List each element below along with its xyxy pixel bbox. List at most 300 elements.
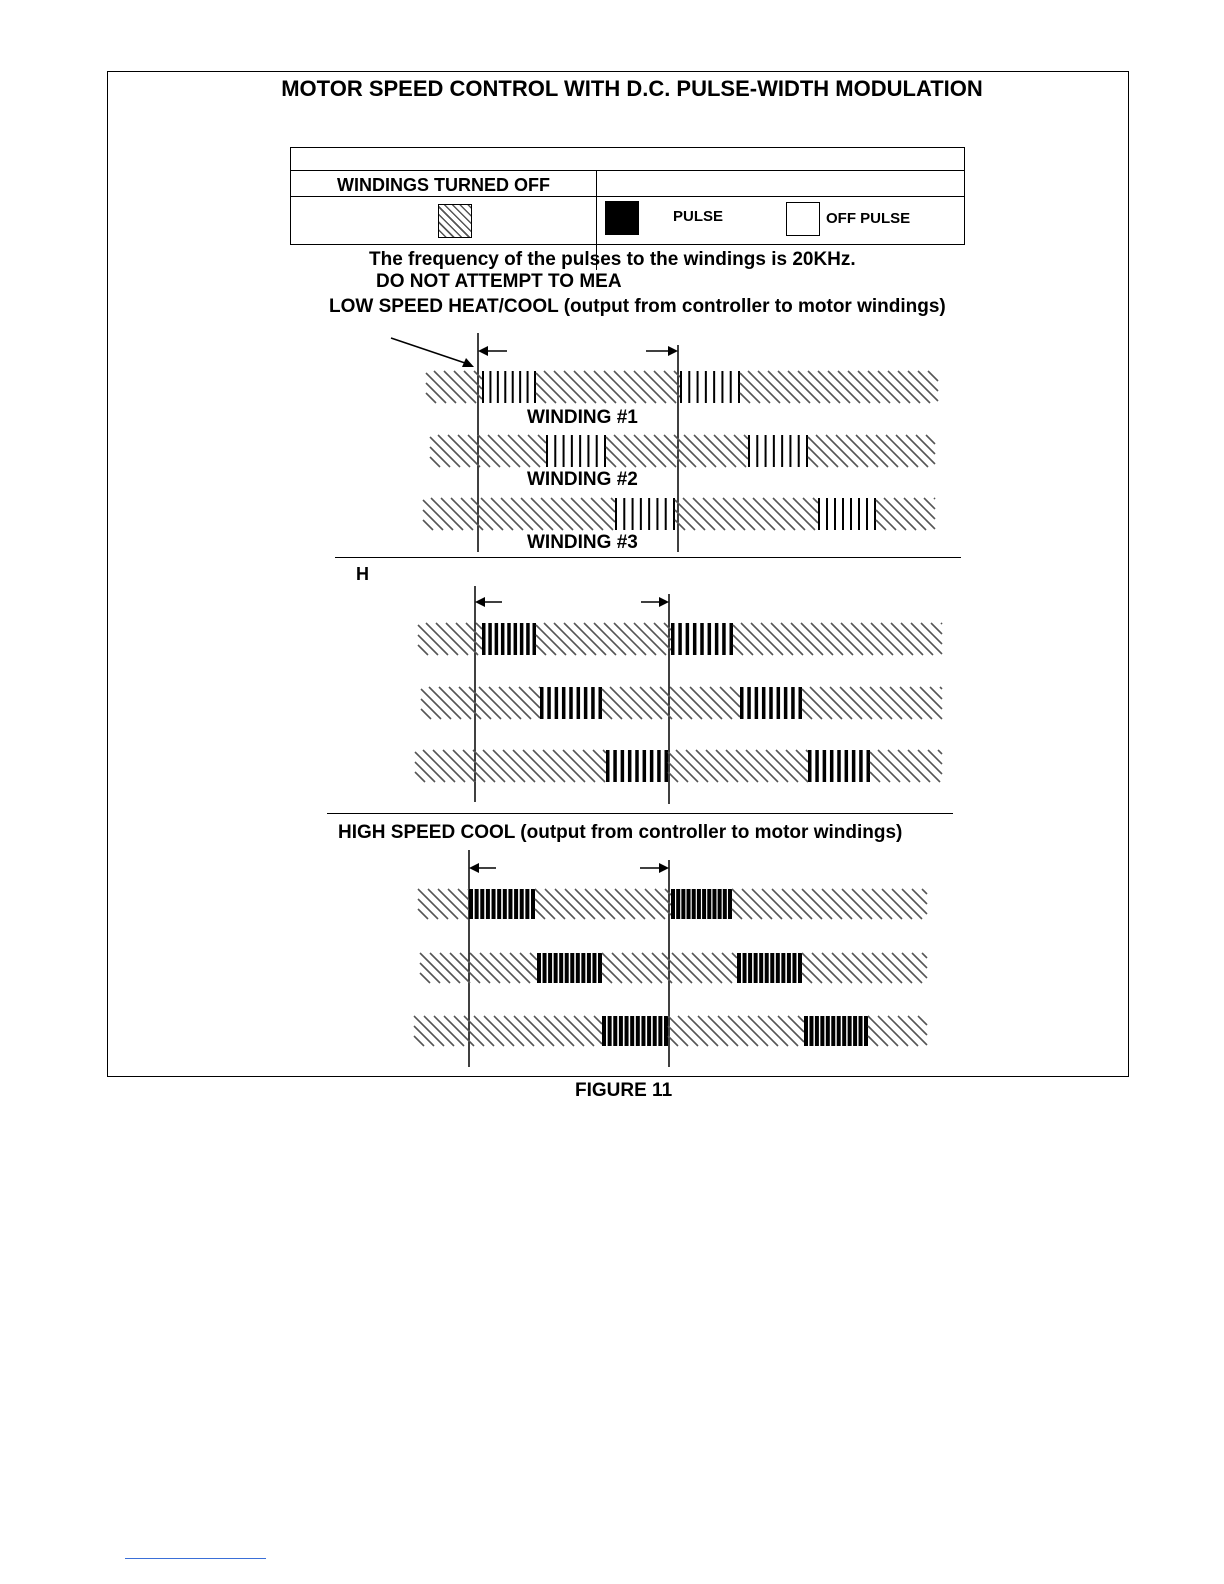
hatch-stroke (828, 371, 860, 403)
pulse-bar (554, 953, 558, 983)
hatch-stroke (461, 498, 493, 530)
low-winding-3-off-0 (423, 498, 615, 530)
hatch-stroke (890, 687, 922, 719)
hatch-stroke (466, 623, 482, 639)
pulse-bar (658, 1016, 662, 1046)
hatch-stroke (533, 750, 565, 782)
hatch-stroke (886, 435, 918, 467)
pulse-bar (737, 953, 741, 983)
pulse-bar (641, 1016, 645, 1046)
hatch-stroke (584, 623, 616, 655)
pulse-bar (584, 687, 588, 719)
high-winding-2-off-end (802, 953, 927, 983)
pulse-bar (507, 623, 511, 655)
pulse-bar (665, 750, 669, 782)
hatch-stroke (431, 498, 463, 530)
pulse-bar (842, 1016, 846, 1046)
hatch-stroke (730, 687, 740, 697)
hatch-stroke (634, 623, 666, 655)
hatch-stroke (418, 899, 438, 919)
hatch-stroke (508, 435, 540, 467)
pulse-bar (721, 371, 723, 403)
pulse-bar (623, 498, 625, 530)
hatch-stroke (606, 457, 616, 467)
pulse-bar (820, 1016, 824, 1046)
high-winding-2-pulse-1 (737, 953, 802, 983)
hatch-stroke (732, 899, 752, 919)
pulse-bar (613, 1016, 617, 1046)
hatch-stroke (531, 498, 563, 530)
pulse-bar (469, 889, 473, 919)
hatch-stroke (900, 687, 932, 719)
hatch-stroke (611, 498, 615, 502)
hatch-stroke (448, 435, 480, 467)
hatch-stroke (591, 498, 615, 522)
hatch-stroke (684, 435, 716, 467)
hatch-stroke (614, 371, 646, 403)
hatch-stroke (660, 687, 692, 719)
low-winding-2-pulse-1 (748, 435, 808, 467)
pulse-bar (486, 889, 490, 919)
hatch-stroke (606, 447, 626, 467)
hatch-stroke (535, 909, 545, 919)
pulse-bar (576, 953, 580, 983)
hatch-stroke (481, 498, 513, 530)
hatch-stroke (776, 750, 808, 782)
hatch-stroke (430, 457, 440, 467)
pulse-bar (743, 953, 747, 983)
hatch-stroke (670, 687, 702, 719)
pulse-bar (715, 623, 719, 655)
hatch-stroke (418, 909, 428, 919)
pulse-bar (664, 1016, 668, 1046)
pulse-bar (815, 1016, 819, 1046)
hatch-stroke (751, 623, 783, 655)
pulse-bar (708, 623, 712, 655)
hatch-stroke (594, 371, 626, 403)
hatch-stroke (426, 383, 446, 403)
mid-winding-1-off-1 (536, 623, 671, 655)
hatch-stroke (922, 889, 927, 894)
hatch-stroke (536, 383, 556, 403)
hatch-stroke (654, 435, 686, 467)
hatch-stroke (871, 623, 903, 655)
pulse-bar (867, 750, 871, 782)
hatch-stroke (584, 1016, 602, 1034)
hatch-stroke (511, 498, 543, 530)
hatch-stroke (896, 435, 928, 467)
pulse-bar (615, 498, 617, 530)
hatch-stroke (453, 750, 485, 782)
pulse-bar (765, 953, 769, 983)
pulse-bar (722, 623, 726, 655)
hatch-stroke (458, 435, 490, 467)
pulse-bar (676, 889, 680, 919)
hatch-stroke (830, 687, 862, 719)
pulse-bar (713, 371, 715, 403)
pulse-bar (826, 1016, 830, 1046)
pulse-bar (815, 750, 819, 782)
pulse-bar (492, 889, 496, 919)
pulse-bar (543, 953, 547, 983)
pulse-bar (555, 687, 559, 719)
low-winding-3-pulse-1 (818, 498, 876, 530)
hatch-stroke (848, 371, 880, 403)
hatch-stroke (716, 750, 748, 782)
hatch-stroke (878, 371, 910, 403)
pulse-bar (653, 1016, 657, 1046)
pulse-bar (546, 435, 548, 467)
hatch-stroke (808, 371, 840, 403)
low-speed-title: LOW SPEED HEAT/COOL (output from controller to motor windings) (329, 296, 946, 317)
hatch-stroke (519, 687, 540, 708)
hatch-stroke (756, 750, 788, 782)
pulse-bar (678, 623, 682, 655)
pulse-bar (787, 953, 791, 983)
hatch-stroke (583, 750, 606, 773)
hatch-stroke (810, 687, 842, 719)
hatch-stroke (786, 750, 808, 772)
high-arrow-left-head (469, 863, 479, 873)
hatch-stroke (680, 687, 712, 719)
hatch-stroke (448, 889, 469, 910)
hatch-stroke (446, 623, 478, 655)
hatch-stroke (876, 510, 896, 530)
hatch-stroke (713, 498, 745, 530)
pulse-bar (697, 889, 701, 919)
high-winding-3-off-0 (414, 1016, 602, 1046)
pulse-bar (671, 889, 675, 919)
hatch-stroke (694, 435, 726, 467)
hatch-stroke (736, 750, 768, 782)
pulse-bar (798, 435, 800, 467)
mid-winding-2-pulse-0 (540, 687, 602, 719)
winding-1-label: WINDING #1 (527, 407, 638, 428)
pulse-bar (738, 371, 740, 403)
hatch-stroke (922, 953, 927, 958)
hatch-stroke (664, 435, 696, 467)
pulse-bar (859, 1016, 863, 1046)
pulse-bar (671, 623, 675, 655)
pulse-bar (799, 687, 803, 719)
pulse-bar (503, 889, 507, 919)
pulse-bar (636, 1016, 640, 1046)
hatch-stroke (561, 498, 593, 530)
pulse-bar (740, 687, 744, 719)
hatch-stroke (551, 498, 583, 530)
pulse-bar (730, 623, 734, 655)
hatch-stroke (856, 435, 888, 467)
hatch-stroke (836, 435, 868, 467)
frequency-note: The frequency of the pulses to the windings is 20KHz. (369, 249, 856, 270)
pulse-bar (765, 435, 767, 467)
hatch-stroke (908, 750, 940, 782)
hatch-stroke (426, 393, 436, 403)
hatch-stroke (564, 623, 596, 655)
hatch-stroke (753, 498, 785, 530)
hatch-stroke (881, 623, 913, 655)
pulse-bar (619, 1016, 623, 1046)
hatch-stroke (584, 371, 616, 403)
pulse-bar (804, 1016, 808, 1046)
pulse-bar (852, 750, 856, 782)
pulse-bar (818, 498, 820, 530)
pulse-bar (508, 889, 512, 919)
hatch-stroke (740, 393, 750, 403)
hatch-stroke (931, 623, 942, 634)
hatch-stroke (536, 393, 546, 403)
hatch-stroke (908, 1016, 927, 1035)
hatch-stroke (414, 1026, 434, 1046)
hatch-stroke (808, 457, 818, 467)
hatch-stroke (554, 371, 586, 403)
hatch-stroke (926, 435, 935, 444)
pulse-bar (707, 889, 711, 919)
pulse-bar (482, 371, 484, 403)
pulse-bar (657, 750, 661, 782)
pulse-bar (848, 1016, 852, 1046)
low-winding-1-off-1 (536, 371, 680, 403)
pulse-bar (756, 435, 758, 467)
hatch-stroke (476, 623, 482, 629)
pulse-bar (602, 1016, 606, 1046)
hatch-stroke (491, 498, 523, 530)
pulse-bar (604, 435, 606, 467)
hatch-stroke (471, 498, 503, 530)
hatch-stroke (620, 687, 652, 719)
mid-speed-title: H (356, 564, 369, 584)
pulse-bar (759, 953, 763, 983)
hatch-stroke (918, 1016, 927, 1025)
hatch-stroke (683, 498, 715, 530)
pulse-bar (495, 623, 499, 655)
hatch-stroke (748, 371, 780, 403)
pulse-bar (489, 371, 491, 403)
pulse-bar (635, 750, 639, 782)
high-arrow-right-head (659, 863, 669, 873)
hatch-stroke (634, 435, 666, 467)
hatch-stroke (720, 687, 740, 707)
pulse-bar (705, 371, 707, 403)
hatch-stroke (870, 772, 880, 782)
hatch-stroke (433, 750, 465, 782)
pulse-bar (842, 498, 844, 530)
hatch-stroke (630, 687, 662, 719)
hatch-stroke (791, 623, 823, 655)
hatch-stroke (726, 750, 758, 782)
mid-winding-3-off-0 (415, 750, 606, 782)
hatch-stroke (741, 623, 773, 655)
pulse-bar (592, 953, 596, 983)
hatch-stroke (415, 772, 425, 782)
hatch-stroke (594, 1016, 602, 1024)
hatch-stroke (602, 963, 622, 983)
pulse-bar (525, 889, 529, 919)
hatch-stroke (743, 498, 775, 530)
high-winding-3-off-1 (668, 1016, 804, 1046)
hatch-stroke (676, 750, 708, 782)
pulse-bar (501, 623, 505, 655)
high-winding-1-pulse-0 (469, 889, 535, 919)
hatch-stroke (423, 510, 443, 530)
pulse-bar (563, 435, 565, 467)
pulse-bar (497, 371, 499, 403)
hatch-stroke (781, 623, 813, 655)
hatch-stroke (521, 498, 553, 530)
hatch-stroke (894, 498, 926, 530)
hatch-stroke (820, 687, 852, 719)
hatch-stroke (468, 889, 469, 890)
hatch-stroke (624, 435, 656, 467)
hatch-stroke (573, 750, 605, 782)
hatch-stroke (449, 687, 481, 719)
legend-pulse-label: PULSE (673, 208, 724, 225)
pulse-bar (808, 750, 812, 782)
hatch-stroke (816, 435, 848, 467)
hatch-stroke (802, 709, 812, 719)
high-winding-2-pulse-0 (537, 953, 602, 983)
hatch-stroke (901, 623, 933, 655)
hatch-stroke (861, 623, 893, 655)
hatch-stroke (910, 687, 942, 719)
hatch-stroke (665, 889, 671, 895)
pulse-bar (864, 1016, 868, 1046)
hatch-stroke (463, 750, 495, 782)
hatch-stroke (826, 435, 858, 467)
pulse-bar (547, 687, 551, 719)
pulse-bar (599, 687, 603, 719)
pulse-bar (596, 435, 598, 467)
high-winding-1-off-1 (535, 889, 671, 919)
hatch-stroke (489, 687, 521, 719)
hatch-stroke (796, 750, 808, 762)
pulse-bar (643, 750, 647, 782)
pulse-bar (650, 750, 654, 782)
hatch-stroke (902, 953, 927, 978)
hatch-stroke (634, 371, 666, 403)
hatch-stroke (464, 371, 482, 389)
pulse-bar (723, 889, 727, 919)
pulse-bar (581, 953, 585, 983)
hatch-stroke (414, 1036, 424, 1046)
pulse-bar (850, 498, 852, 530)
pulse-bar (665, 498, 667, 530)
low-winding-2-pulse-0 (546, 435, 606, 467)
pulse-bar (497, 889, 501, 919)
high-speed-title: HIGH SPEED COOL (output from controller to motor windings) (338, 822, 903, 843)
hatch-stroke (523, 750, 555, 782)
hatch-stroke (858, 371, 890, 403)
hatch-stroke (868, 1026, 888, 1046)
pulse-bar (728, 889, 732, 919)
hatch-stroke (888, 750, 920, 782)
pulse-bar (693, 623, 697, 655)
mid-winding-3-off-end (870, 750, 942, 782)
pulse-bar (606, 750, 610, 782)
mid-winding-2-off-end (802, 687, 942, 719)
pulse-bar (700, 623, 704, 655)
pulse-bar (809, 1016, 813, 1046)
pulse-bar (548, 953, 552, 983)
pulse-bar (504, 371, 506, 403)
pulse-bar (587, 953, 591, 983)
figure-title: MOTOR SPEED CONTROL WITH D.C. PULSE-WIDTH MODULATION (281, 76, 983, 101)
pulse-bar (632, 498, 634, 530)
hatch-stroke (574, 623, 606, 655)
pulse-bar (680, 371, 682, 403)
hatch-stroke (535, 899, 555, 919)
hatch-stroke (788, 371, 820, 403)
hatch-stroke (916, 435, 935, 454)
hatch-stroke (758, 371, 790, 403)
pulse-bar (853, 1016, 857, 1046)
pulse-bar (687, 889, 691, 919)
hatch-stroke (439, 687, 471, 719)
pulse-bar (837, 1016, 841, 1046)
pulse-bar (681, 889, 685, 919)
hatch-stroke (914, 498, 935, 519)
hatch-stroke (614, 623, 646, 655)
pulse-bar (826, 498, 828, 530)
hatch-stroke (686, 750, 718, 782)
hatch-stroke (808, 447, 828, 467)
pulse-bar (730, 371, 732, 403)
pulse-bar (480, 889, 484, 919)
hatch-stroke (423, 750, 455, 782)
hatch-stroke (640, 687, 672, 719)
figure-caption: FIGURE 11 (575, 1080, 673, 1101)
hatch-stroke (664, 623, 671, 630)
hatch-stroke (473, 750, 505, 782)
hatch-stroke (898, 371, 930, 403)
pulse-bar (776, 953, 780, 983)
hatch-stroke (498, 435, 530, 467)
high-winding-3-off-end (868, 1016, 927, 1046)
hatch-stroke (503, 750, 535, 782)
pulse-bar (598, 953, 602, 983)
pulse-bar (613, 750, 617, 782)
hatch-stroke (571, 498, 603, 530)
pulse-bar (688, 371, 690, 403)
high-winding-2-off-0 (420, 953, 537, 983)
pulse-bar (755, 687, 759, 719)
hatch-stroke (594, 623, 626, 655)
pulse-bar (527, 371, 529, 403)
pulse-bar (697, 371, 699, 403)
pulse-bar (569, 687, 573, 719)
pulse-bar (692, 889, 696, 919)
pulse-bar (577, 687, 581, 719)
hatch-stroke (479, 687, 511, 719)
pulse-bar (798, 953, 802, 983)
pulse-bar (762, 687, 766, 719)
pulse-bar (537, 953, 541, 983)
mid-winding-1-pulse-1 (671, 623, 733, 655)
hatch-stroke (712, 953, 737, 978)
hatch-stroke (536, 645, 546, 655)
hatch-stroke (793, 498, 818, 523)
hatch-stroke (930, 687, 942, 699)
hatch-stroke (706, 750, 738, 782)
low-winding-1-pulse-1 (680, 371, 740, 403)
mid-winding-2-off-0 (421, 687, 540, 719)
high-winding-3-pulse-0 (602, 1016, 668, 1046)
hatch-stroke (493, 750, 525, 782)
hatch-stroke (650, 687, 682, 719)
hatch-stroke (469, 687, 501, 719)
low-winding-1-pulse-0 (482, 371, 536, 403)
pulse-bar (656, 498, 658, 530)
